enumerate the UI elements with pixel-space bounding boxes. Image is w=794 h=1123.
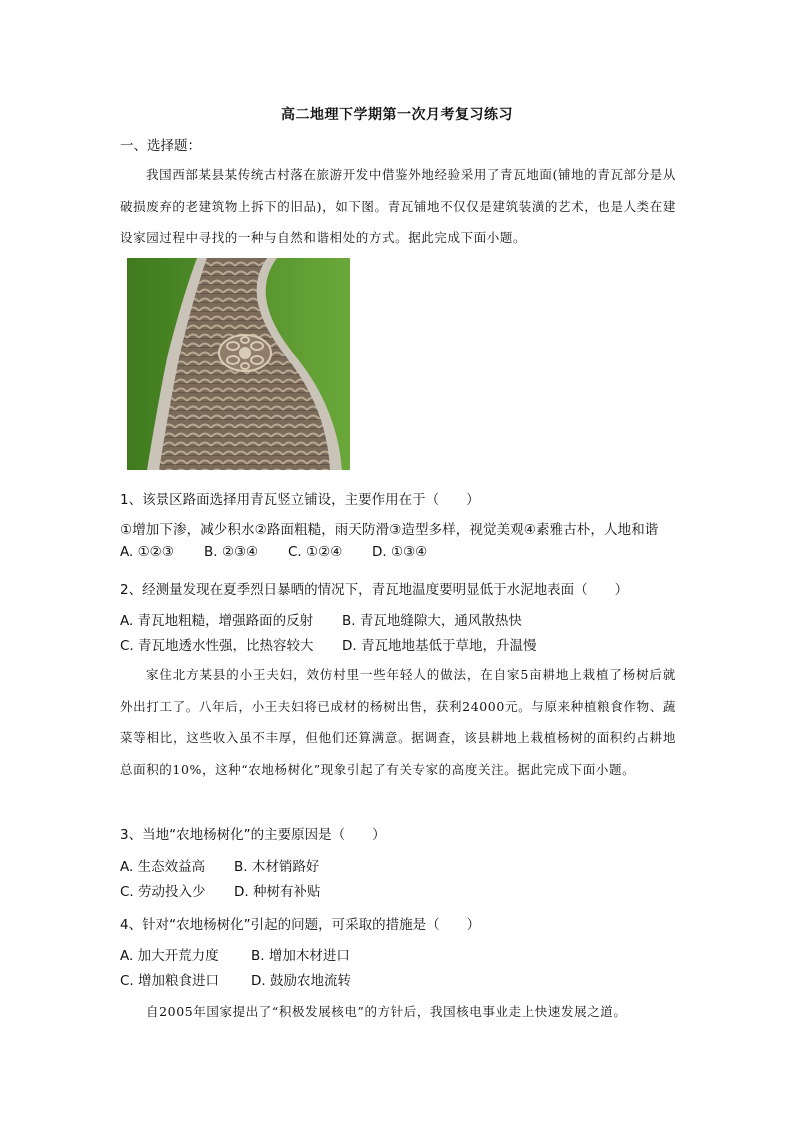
question-3-options-row2: [120, 880, 320, 900]
option-d[interactable]: D. 青瓦地地基低于草地，升温慢: [342, 638, 537, 654]
option-d[interactable]: D. 种树有补贴: [234, 884, 321, 900]
passage-3: 自2005年国家提出了“积极发展核电”的方针后，我国核电事业走上快速发展之道。: [146, 1004, 627, 1019]
option-c[interactable]: C. ①②④: [288, 544, 343, 560]
question-1-stem: 1、该景区路面选择用青瓦竖立铺设，主要作用在于（ ）: [120, 492, 480, 508]
question-3-stem: 3、当地“农地杨树化”的主要原因是（ ）: [120, 827, 386, 843]
option-c[interactable]: C. 增加粮食进口: [120, 973, 220, 989]
option-d[interactable]: D. ①③④: [372, 544, 428, 560]
option-b[interactable]: B. ②③④: [204, 544, 259, 560]
option-b[interactable]: B. 青瓦地缝隙大，通风散热快: [342, 613, 522, 629]
question-1-statements: ①增加下渗，减少积水②路面粗糙，雨天防滑③造型多样，视觉美观④素雅古朴，人地和谐: [120, 522, 659, 538]
passage-1: 我国西部某县某传统古村落在旅游开发中借鉴外地经验采用了青瓦地面(铺地的青瓦部分是从破损废弃的老建筑物上拆下的旧品)，如下图。青瓦铺地不仅仅是建筑装潢的艺术，也是人类在建设家园过程中寻找的一种与自然和谐相处的方式。据此完成下面小题。: [120, 167, 676, 245]
tile-path-photo: [127, 258, 350, 470]
option-c[interactable]: C. 青瓦地透水性强，比热容较大: [120, 638, 314, 654]
option-a[interactable]: A. 加大开荒力度: [120, 948, 219, 964]
option-a[interactable]: A. ①②③: [120, 544, 174, 560]
question-4-stem: 4、针对“农地杨树化”引起的问题，可采取的措施是（ ）: [120, 917, 481, 933]
section-heading: 一、选择题：: [120, 138, 201, 154]
option-b[interactable]: B. 增加木材进口: [251, 948, 350, 964]
option-d[interactable]: D. 鼓励农地流转: [251, 973, 351, 989]
question-2-stem: 2、经测量发现在夏季烈日暴晒的情况下，青瓦地温度要明显低于水泥地表面（ ）: [120, 582, 629, 598]
option-c[interactable]: C. 劳动投入少: [120, 884, 206, 900]
question-3-options-row1: [120, 855, 319, 875]
option-b[interactable]: B. 木材销路好: [234, 859, 320, 875]
question-4-options-row1: [120, 944, 350, 964]
page-title: 高二地理下学期第一次月考复习练习: [281, 107, 513, 123]
question-2-options-row1: [120, 609, 522, 629]
option-a[interactable]: A. 生态效益高: [120, 859, 206, 875]
question-1-options: [120, 544, 427, 560]
passage-2: 家住北方某县的小王夫妇，效仿村里一些年轻人的做法，在自家5亩耕地上栽植了杨树后就外出打工了。八年后，小王夫妇将已成材的杨树出售，获利24000元。与原来种植粮食作物、蔬菜等相比，这些收入虽不丰厚，但他们还算满意。据调查，该县耕地上栽植杨树的面积约占耕地总面积的10%，这种“农地杨树化”现象引起了有关专家的高度关注。据此完成下面小题。: [120, 667, 676, 777]
option-a[interactable]: A. 青瓦地粗糙，增强路面的反射: [120, 613, 314, 629]
tile-path-illustration: [127, 258, 350, 470]
question-4-options-row2: [120, 969, 351, 989]
question-2-options-row2: [120, 634, 536, 654]
